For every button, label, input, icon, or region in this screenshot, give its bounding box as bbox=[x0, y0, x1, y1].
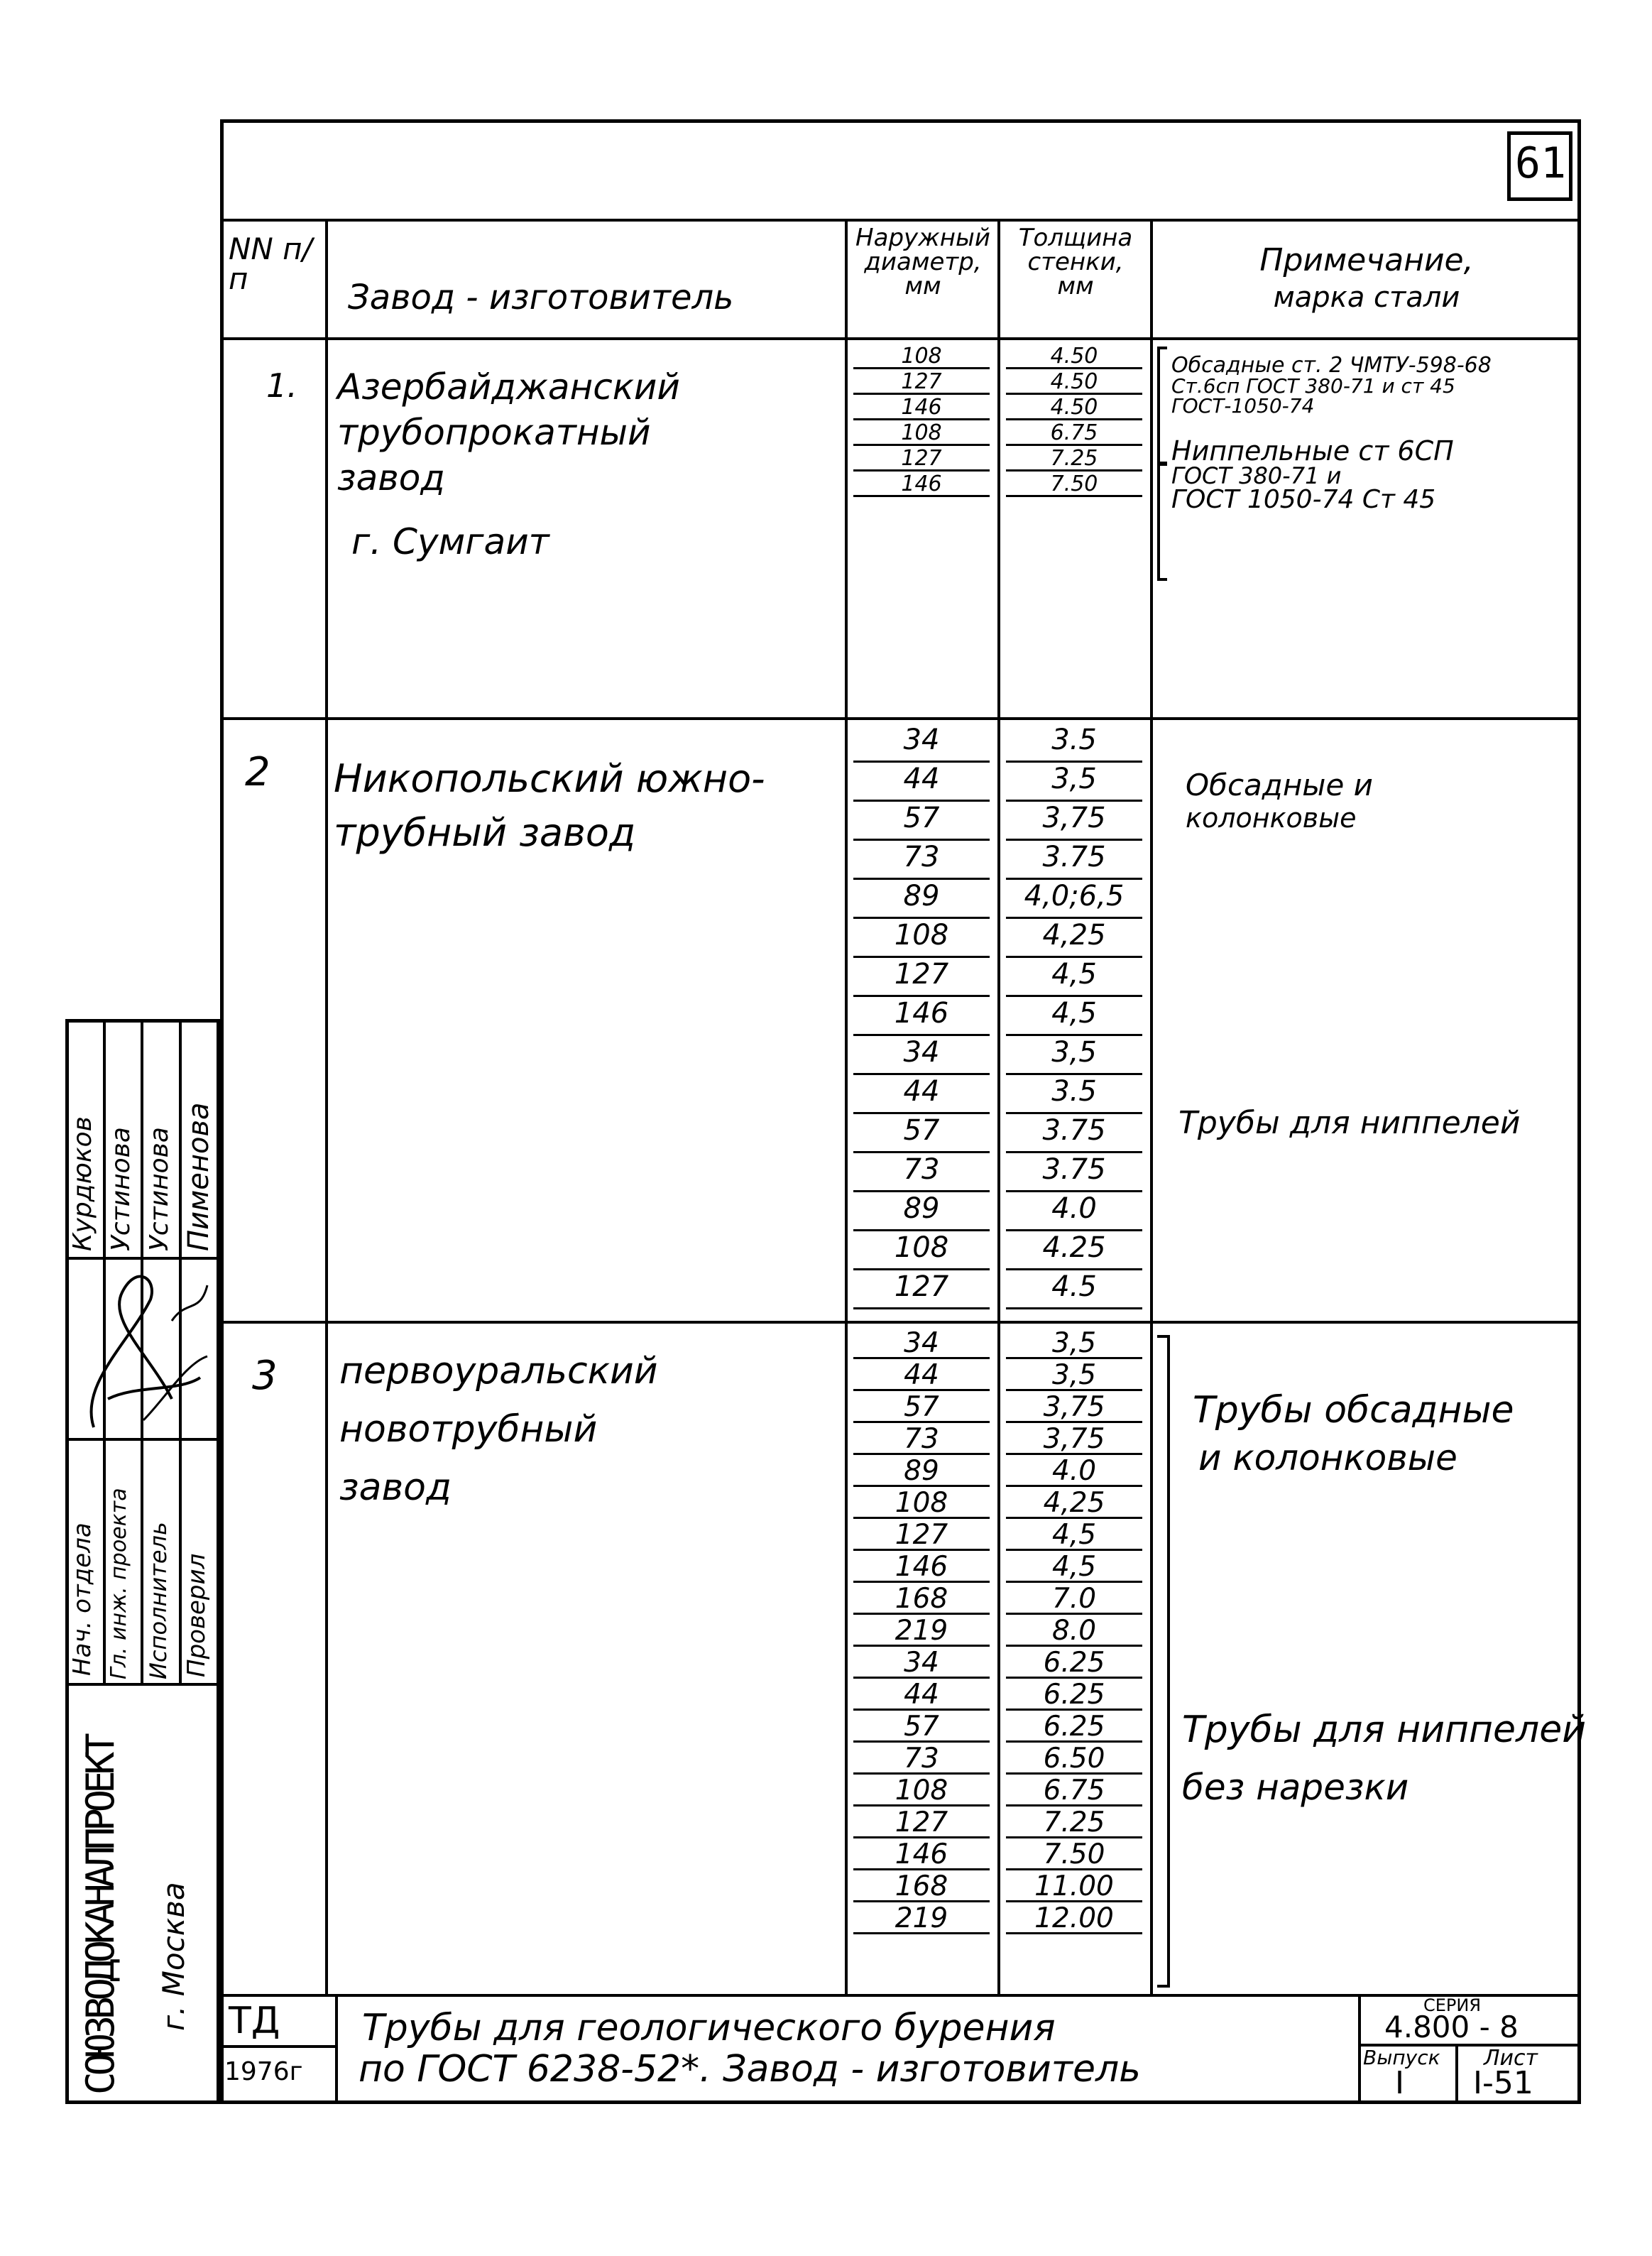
header-col-num: NN п/п bbox=[229, 231, 312, 296]
diameter-value: 57 bbox=[904, 1711, 939, 1743]
diameter-value: 146 bbox=[901, 472, 942, 496]
year: 1976г bbox=[224, 2057, 303, 2086]
wall-value: 4,5 bbox=[1051, 958, 1097, 991]
diameter-value: 127 bbox=[895, 1519, 948, 1551]
stamp-role-1: Нач. отдела bbox=[68, 1522, 97, 1676]
wall-value: 4.0 bbox=[1051, 1455, 1097, 1487]
diameter-value: 73 bbox=[903, 1153, 940, 1186]
diameter-value: 73 bbox=[904, 1423, 939, 1455]
header-col-factory: Завод - изготовитель bbox=[348, 278, 734, 317]
sheet-value: I-51 bbox=[1473, 2065, 1533, 2101]
issue-value: I bbox=[1395, 2065, 1404, 2101]
diameter-value: 44 bbox=[903, 1075, 940, 1108]
wall-value: 3,5 bbox=[1051, 1036, 1097, 1069]
diameter-value: 57 bbox=[903, 802, 940, 834]
series-box-left bbox=[1358, 1994, 1361, 2104]
row1-num: 1. bbox=[266, 366, 297, 405]
cell-underline bbox=[853, 495, 990, 497]
diameter-value: 168 bbox=[895, 1583, 948, 1615]
wall-value: 8.0 bbox=[1051, 1615, 1097, 1647]
stamp-name-2: Устинова bbox=[106, 1127, 136, 1251]
wall-value: 6.75 bbox=[1043, 1775, 1105, 1807]
diameter-value: 108 bbox=[894, 919, 949, 952]
diameter-value: 108 bbox=[895, 1487, 948, 1519]
stamp-city: г. Москва bbox=[156, 1882, 191, 2031]
wall-value: 7.50 bbox=[1050, 472, 1098, 496]
stamp-divider-3 bbox=[65, 1683, 220, 1686]
wall-value: 3,5 bbox=[1051, 763, 1097, 795]
wall-value: 7.0 bbox=[1051, 1583, 1097, 1615]
cell-underline bbox=[853, 1932, 990, 1934]
doc-title-line1: Трубы для геологического бурения bbox=[362, 2007, 1056, 2049]
col-line-1 bbox=[325, 219, 328, 1994]
wall-value: 4.50 bbox=[1050, 369, 1098, 394]
diameter-value: 108 bbox=[901, 344, 942, 369]
header-col-wall: Толщина стенки, мм bbox=[1018, 224, 1133, 300]
row3-notes-b: Трубы для ниппелей без нарезки bbox=[1182, 1709, 1587, 1808]
wall-value: 7.25 bbox=[1050, 446, 1098, 471]
wall-value: 4,0;6,5 bbox=[1024, 880, 1125, 912]
wall-value: 3.5 bbox=[1051, 724, 1097, 756]
diameter-value: 108 bbox=[901, 420, 942, 445]
wall-value: 4.50 bbox=[1050, 395, 1098, 420]
diameter-value: 89 bbox=[903, 880, 940, 912]
diameter-value: 146 bbox=[895, 1551, 948, 1583]
wall-value: 3.75 bbox=[1042, 1114, 1106, 1147]
diameter-value: 127 bbox=[901, 446, 942, 471]
diameter-value: 89 bbox=[904, 1455, 939, 1487]
wall-value: 3.75 bbox=[1042, 1153, 1106, 1186]
diameter-value: 34 bbox=[903, 1036, 940, 1069]
row1-factory: Азербайджанский трубопрокатный завод г. Сумгаит bbox=[337, 366, 680, 562]
diameter-value: 127 bbox=[901, 369, 942, 394]
issue-label: Выпуск bbox=[1363, 2046, 1440, 2069]
diameter-value: 219 bbox=[895, 1902, 948, 1934]
org-code: ТД bbox=[229, 2000, 280, 2042]
diameter-value: 73 bbox=[904, 1743, 939, 1775]
cell-underline bbox=[853, 1307, 990, 1309]
wall-value: 4,5 bbox=[1051, 997, 1097, 1030]
header-col-diameter: Наружный диаметр, мм bbox=[855, 224, 990, 300]
diameter-value: 34 bbox=[903, 724, 940, 756]
issue-sheet-divider bbox=[1455, 2044, 1458, 2104]
diameter-value: 146 bbox=[894, 997, 949, 1030]
wall-value: 4.0 bbox=[1051, 1192, 1097, 1225]
diameter-value: 127 bbox=[895, 1807, 948, 1838]
wall-value: 4,5 bbox=[1051, 1519, 1097, 1551]
row1-brace-1 bbox=[1157, 347, 1167, 464]
series-value: 4.800 - 8 bbox=[1384, 2010, 1519, 2044]
wall-value: 3,5 bbox=[1051, 1359, 1097, 1391]
cell-underline bbox=[1006, 495, 1142, 497]
section-divider-2 bbox=[220, 1321, 1581, 1324]
wall-value: 4,5 bbox=[1051, 1551, 1097, 1583]
wall-value: 3,75 bbox=[1043, 1391, 1105, 1423]
diameter-value: 168 bbox=[895, 1870, 948, 1902]
wall-value: 6.75 bbox=[1050, 420, 1098, 445]
wall-value: 3,75 bbox=[1043, 1423, 1105, 1455]
diameter-value: 73 bbox=[903, 841, 940, 873]
wall-value: 4,25 bbox=[1043, 1487, 1105, 1519]
wall-value: 3,75 bbox=[1042, 802, 1106, 834]
diameter-value: 44 bbox=[904, 1679, 939, 1711]
row2-num: 2 bbox=[245, 749, 270, 795]
diameter-value: 146 bbox=[901, 395, 942, 420]
series-label: СЕРИЯ bbox=[1423, 1995, 1482, 2015]
stamp-role-4: Проверил bbox=[182, 1553, 211, 1677]
wall-value: 6.25 bbox=[1043, 1679, 1105, 1711]
wall-value: 6.25 bbox=[1043, 1711, 1105, 1743]
wall-value: 7.50 bbox=[1043, 1838, 1105, 1870]
diameter-value: 89 bbox=[903, 1192, 940, 1225]
title-block-top-line bbox=[220, 1994, 1581, 1997]
row3-notes-a: Трубы обсадные и колонковые bbox=[1193, 1389, 1514, 1478]
wall-value: 3,5 bbox=[1051, 1327, 1097, 1359]
diameter-value: 127 bbox=[894, 958, 949, 991]
row3-factory: первоуральский новотрубный завод bbox=[339, 1350, 658, 1509]
wall-value: 3.75 bbox=[1042, 841, 1106, 873]
diameter-value: 44 bbox=[904, 1359, 939, 1391]
wall-value: 6.50 bbox=[1043, 1743, 1105, 1775]
row1-brace-2 bbox=[1157, 463, 1167, 581]
stamp-role-3: Исполнитель bbox=[145, 1522, 172, 1679]
diameter-value: 127 bbox=[894, 1270, 949, 1303]
row1-notes: Обсадные ст. 2 ЧМТУ-598-68 Ст.6сп ГОСТ 380-71 и ст 45 ГОСТ-1050-74 Ниппельные ст 6СП ГОСТ 380-71 и ГОСТ 1050-74 Ст 45 bbox=[1171, 353, 1492, 514]
sheet-label: Лист bbox=[1484, 2046, 1538, 2071]
section-divider-1 bbox=[220, 717, 1581, 720]
diameter-value: 146 bbox=[895, 1838, 948, 1870]
diameter-value: 219 bbox=[895, 1615, 948, 1647]
wall-value: 4.25 bbox=[1042, 1231, 1106, 1264]
wall-value: 4.5 bbox=[1051, 1270, 1097, 1303]
diameter-value: 34 bbox=[904, 1647, 939, 1679]
diameter-value: 57 bbox=[903, 1114, 940, 1147]
row3-brace-1 bbox=[1157, 1335, 1170, 1707]
wall-value: 12.00 bbox=[1034, 1902, 1114, 1934]
row3-brace-2 bbox=[1157, 1704, 1170, 1988]
cell-underline bbox=[1006, 1932, 1142, 1934]
cell-underline bbox=[1006, 1307, 1142, 1309]
row3-num: 3 bbox=[252, 1353, 278, 1399]
diameter-value: 34 bbox=[904, 1327, 939, 1359]
header-top-line bbox=[220, 219, 1581, 222]
stamp-name-3: Устинова bbox=[145, 1127, 174, 1251]
diameter-value: 44 bbox=[903, 763, 940, 795]
stamp-role-2: Гл. инж. проекта bbox=[106, 1488, 131, 1679]
wall-value: 3.5 bbox=[1051, 1075, 1097, 1108]
wall-value: 7.25 bbox=[1043, 1807, 1105, 1838]
diameter-value: 57 bbox=[904, 1391, 939, 1423]
doc-title-line2: по ГОСТ 6238-52*. Завод - изготовитель bbox=[359, 2048, 1141, 2091]
title-block-left-divider bbox=[335, 1994, 338, 2104]
wall-value: 11.00 bbox=[1034, 1870, 1114, 1902]
header-bottom-line bbox=[220, 337, 1581, 340]
wall-value: 4.50 bbox=[1050, 344, 1098, 369]
wall-value: 4,25 bbox=[1042, 919, 1106, 952]
signature-marks bbox=[65, 1257, 220, 1438]
stamp-organization: СОЮЗВОДОКАНАЛПРОЕКТ bbox=[78, 1737, 123, 2095]
stamp-name-1: Курдюков bbox=[68, 1116, 97, 1251]
diameter-value: 108 bbox=[894, 1231, 949, 1264]
title-block-left-mid bbox=[220, 2045, 335, 2048]
wall-value: 6.25 bbox=[1043, 1647, 1105, 1679]
row2-factory: Никопольский южно- трубный завод bbox=[334, 756, 765, 855]
page-number: 61 bbox=[1514, 138, 1567, 188]
row2-notes-b: Трубы для ниппелей bbox=[1178, 1105, 1521, 1141]
row2-notes-a: Обсадные и колонковые bbox=[1186, 768, 1373, 834]
header-col-note: Примечание, марка стали bbox=[1259, 242, 1474, 314]
col-line-4 bbox=[1150, 219, 1153, 1994]
stamp-name-4: Пименова bbox=[182, 1102, 215, 1251]
diameter-value: 108 bbox=[895, 1775, 948, 1807]
